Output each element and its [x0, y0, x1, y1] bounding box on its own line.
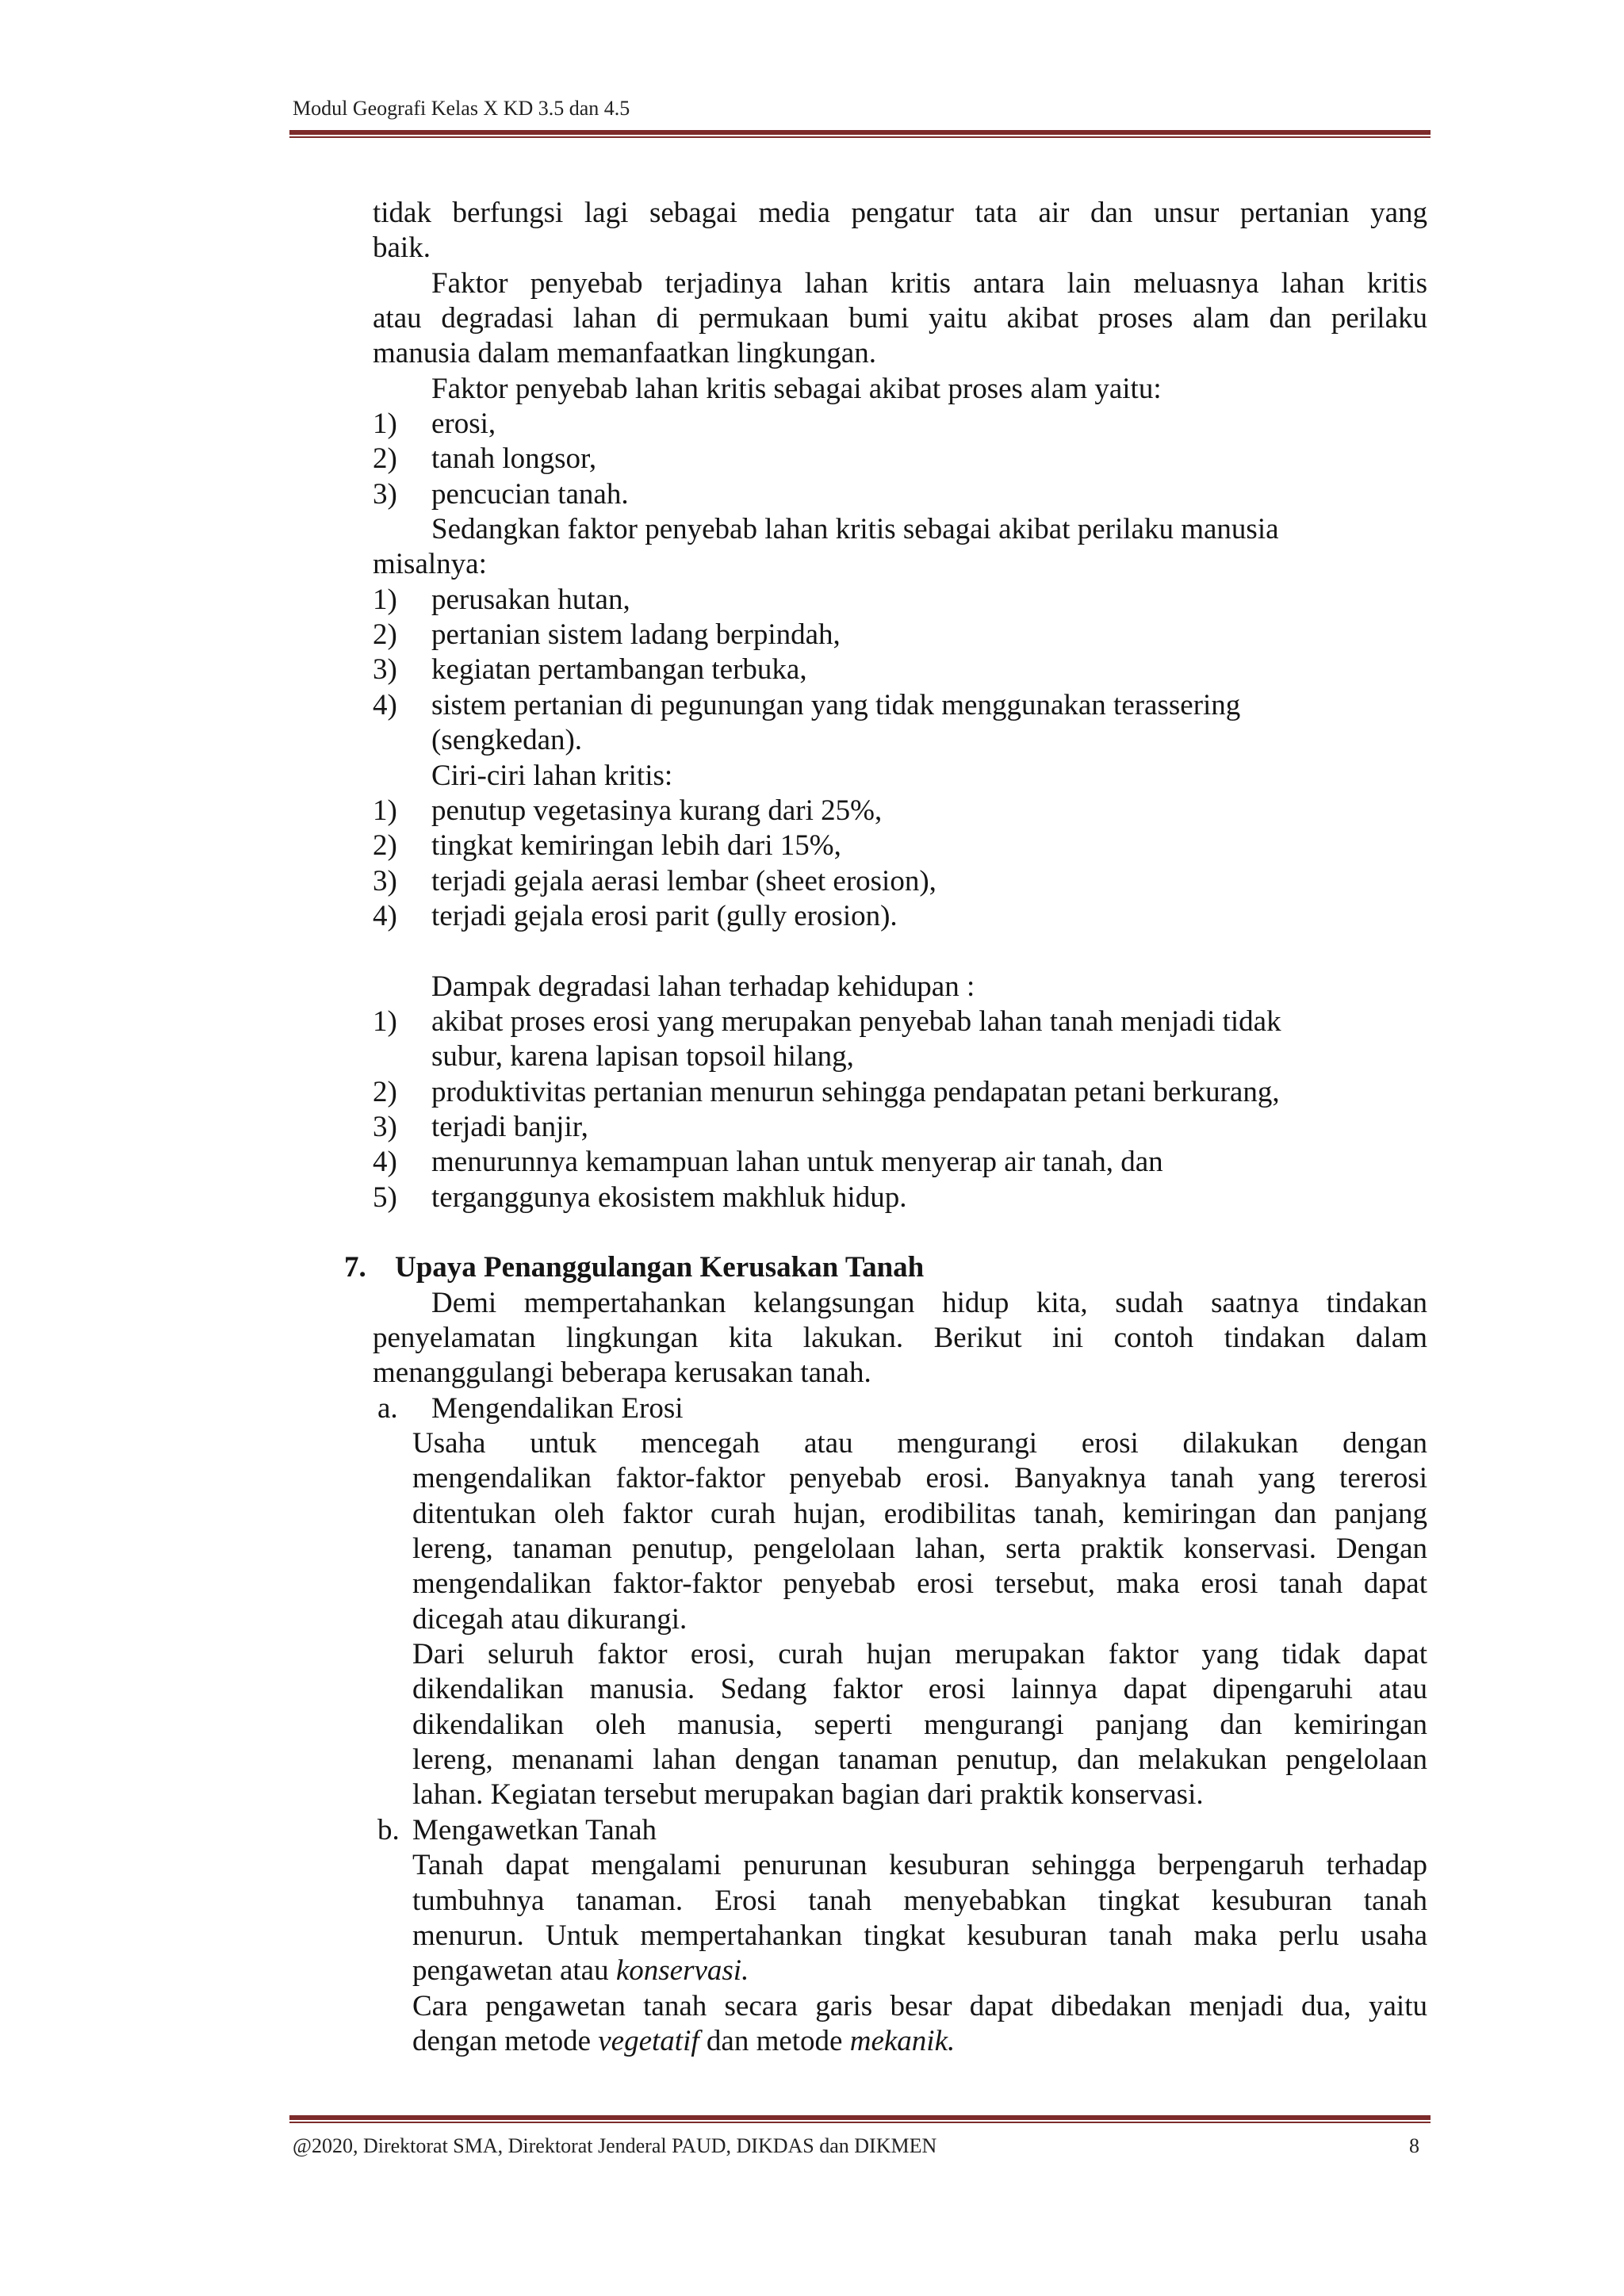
paragraph-line: baik.	[373, 232, 431, 265]
list-text: erosi,	[431, 408, 496, 441]
blank-line	[373, 1215, 1427, 1250]
paragraph-line: lereng, tanaman penutup, pengelolaan lahan, serta praktik konservasi. Dengan	[412, 1533, 1427, 1566]
list-number: 2)	[373, 618, 397, 652]
list-item	[373, 828, 1427, 863]
paragraph-line: manusia dalam memanfaatkan lingkungan.	[373, 337, 876, 370]
list-item	[373, 477, 1427, 512]
list-item	[373, 688, 1427, 723]
paragraph-line: ditentukan oleh faktor curah hujan, erodibilitas tanah, kemiringan dan panjang	[412, 1497, 1427, 1530]
list-text: terjadi banjir,	[431, 1110, 588, 1143]
list-number: 1)	[373, 583, 397, 616]
header-rule-thin	[289, 136, 1431, 138]
list-item	[373, 899, 1427, 934]
paragraph-line: dicegah atau dikurangi.	[412, 1602, 688, 1636]
paragraph-text: pengawetan atau	[412, 1954, 616, 1988]
paragraph-line: Dari seluruh faktor erosi, curah hujan merupakan faktor yang tidak dapat	[412, 1638, 1427, 1671]
italic-term: konservasi.	[615, 1954, 749, 1988]
paragraph-line: dikendalikan oleh manusia, seperti mengurangi panjang dan kemiringan	[412, 1708, 1427, 1741]
section-title: Upaya Penanggulangan Kerusakan Tanah	[395, 1251, 925, 1284]
header-rule	[289, 130, 1431, 138]
footer-rule-thin	[289, 2122, 1431, 2123]
paragraph-line: dikendalikan manusia. Sedang faktor erosi lainnya dapat dipengaruhi atau	[412, 1673, 1427, 1706]
list-text: kegiatan pertambangan terbuka,	[431, 653, 807, 687]
list-text: sistem pertanian di pegunungan yang tidak menggunakan terassering	[431, 688, 1241, 721]
list-item	[373, 1145, 1427, 1180]
list-text: terganggunya ekosistem makhluk hidup.	[431, 1181, 907, 1214]
subsection-marker: a.	[377, 1391, 398, 1425]
list-number: 3)	[373, 1110, 397, 1143]
list-number: 4)	[373, 688, 397, 721]
paragraph-line: penyelamatan lingkungan kita lakukan. Berikut ini contoh tindakan dalam	[373, 1322, 1427, 1354]
list-text: akibat proses erosi yang merupakan penyebab lahan tanah menjadi tidak	[431, 1004, 1281, 1038]
list-number: 4)	[373, 1146, 397, 1179]
list-intro: misalnya:	[373, 548, 487, 581]
paragraph-line	[373, 2024, 1427, 2059]
list-text: terjadi gejala aerasi lembar (sheet erosion),	[431, 864, 936, 897]
list-number: 1)	[373, 408, 397, 441]
italic-term: vegetatif	[598, 2024, 699, 2057]
list-item	[373, 652, 1427, 687]
list-number: 5)	[373, 1181, 397, 1214]
list-text-continuation: (sengkedan).	[431, 724, 583, 757]
list-item	[373, 1004, 1427, 1039]
blank-line	[373, 934, 1427, 969]
footer-rule	[289, 2115, 1431, 2123]
list-number: 3)	[373, 653, 397, 687]
list-intro: Ciri-ciri lahan kritis:	[431, 759, 673, 792]
list-text: pertanian sistem ladang berpindah,	[431, 618, 841, 652]
subsection-title: Mengawetkan Tanah	[412, 1813, 657, 1846]
paragraph-line: Tanah dapat mengalami penurunan kesuburan sehingga berpengaruh terhadap	[412, 1849, 1427, 1882]
list-item	[373, 794, 1427, 828]
list-text: menurunnya kemampuan lahan untuk menyerap air tanah, dan	[431, 1146, 1163, 1179]
list-number: 2)	[373, 442, 397, 476]
list-item	[373, 1110, 1427, 1145]
list-text: perusakan hutan,	[431, 583, 630, 616]
page-content	[344, 196, 1427, 2059]
list-text: tanah longsor,	[431, 442, 597, 476]
page-number: 8	[1409, 2134, 1419, 2157]
list-number: 3)	[373, 477, 397, 511]
paragraph-line: Demi mempertahankan kelangsungan hidup kita, sudah saatnya tindakan	[431, 1286, 1427, 1319]
footer-copyright: @2020, Direktorat SMA, Direktorat Jenderal PAUD, DIKDAS dan DIKMEN	[293, 2134, 937, 2157]
paragraph-line: tidak berfungsi lagi sebagai media pengatur tata air dan unsur pertanian yang	[373, 197, 1427, 229]
paragraph-line: lereng, menanami lahan dengan tanaman penutup, dan melakukan pengelolaan	[412, 1743, 1427, 1777]
paragraph-line: mengendalikan faktor-faktor penyebab erosi. Banyaknya tanah yang tererosi	[412, 1462, 1427, 1495]
list-number: 2)	[373, 1075, 397, 1108]
footer-rule-thick	[289, 2115, 1431, 2120]
list-item	[373, 864, 1427, 899]
paragraph-line	[373, 1954, 1427, 1988]
paragraph-line: Faktor penyebab terjadinya lahan kritis antara lain meluasnya lahan kritis	[431, 266, 1427, 300]
subsection-title: Mengendalikan Erosi	[431, 1391, 684, 1425]
subsection-heading	[373, 1391, 1427, 1426]
paragraph-text: dan metode	[699, 2024, 850, 2057]
section-number: 7.	[344, 1251, 366, 1284]
subsection-marker: b.	[377, 1813, 400, 1846]
list-text: tingkat kemiringan lebih dari 15%,	[431, 829, 841, 863]
list-intro: Dampak degradasi lahan terhadap kehidupan :	[431, 970, 975, 1003]
list-text: penutup vegetasinya kurang dari 25%,	[431, 794, 883, 827]
running-header: Modul Geografi Kelas X KD 3.5 dan 4.5	[293, 97, 630, 120]
list-intro: Sedangkan faktor penyebab lahan kritis sebagai akibat perilaku manusia	[431, 513, 1279, 546]
list-number: 2)	[373, 829, 397, 863]
section-heading	[344, 1250, 1427, 1285]
list-item	[373, 442, 1427, 476]
paragraph-line: atau degradasi lahan di permukaan bumi yaitu akibat proses alam dan perilaku	[373, 302, 1427, 335]
list-item	[373, 1181, 1427, 1215]
header-rule-thick	[289, 130, 1431, 135]
list-item	[373, 618, 1427, 652]
paragraph-text: dengan metode	[412, 2024, 599, 2057]
list-text-continuation: subur, karena lapisan topsoil hilang,	[431, 1040, 854, 1073]
list-number: 3)	[373, 864, 397, 897]
paragraph-line: menurun. Untuk mempertahankan tingkat kesuburan tanah maka perlu usaha	[412, 1919, 1427, 1952]
subsection-heading	[373, 1813, 1427, 1848]
list-number: 1)	[373, 1004, 397, 1038]
list-item	[373, 1075, 1427, 1110]
list-number: 1)	[373, 794, 397, 827]
list-intro: Faktor penyebab lahan kritis sebagai akibat proses alam yaitu:	[431, 372, 1162, 405]
list-item	[373, 407, 1427, 442]
paragraph-line: menanggulangi beberapa kerusakan tanah.	[373, 1357, 871, 1390]
list-text: pencucian tanah.	[431, 477, 629, 511]
paragraph-line: Usaha untuk mencegah atau mengurangi erosi dilakukan dengan	[412, 1427, 1427, 1460]
paragraph-line: lahan. Kegiatan tersebut merupakan bagian dari praktik konservasi.	[412, 1778, 1204, 1812]
list-text: terjadi gejala erosi parit (gully erosion).	[431, 899, 898, 932]
list-number: 4)	[373, 899, 397, 932]
paragraph-line: Cara pengawetan tanah secara garis besar dapat dibedakan menjadi dua, yaitu	[412, 1989, 1427, 2022]
paragraph-line: tumbuhnya tanaman. Erosi tanah menyebabkan tingkat kesuburan tanah	[412, 1884, 1427, 1917]
paragraph-line: mengendalikan faktor-faktor penyebab erosi tersebut, maka erosi tanah dapat	[412, 1567, 1427, 1601]
list-item	[373, 583, 1427, 618]
italic-term: mekanik.	[849, 2024, 956, 2057]
list-text: produktivitas pertanian menurun sehingga pendapatan petani berkurang,	[431, 1075, 1280, 1108]
